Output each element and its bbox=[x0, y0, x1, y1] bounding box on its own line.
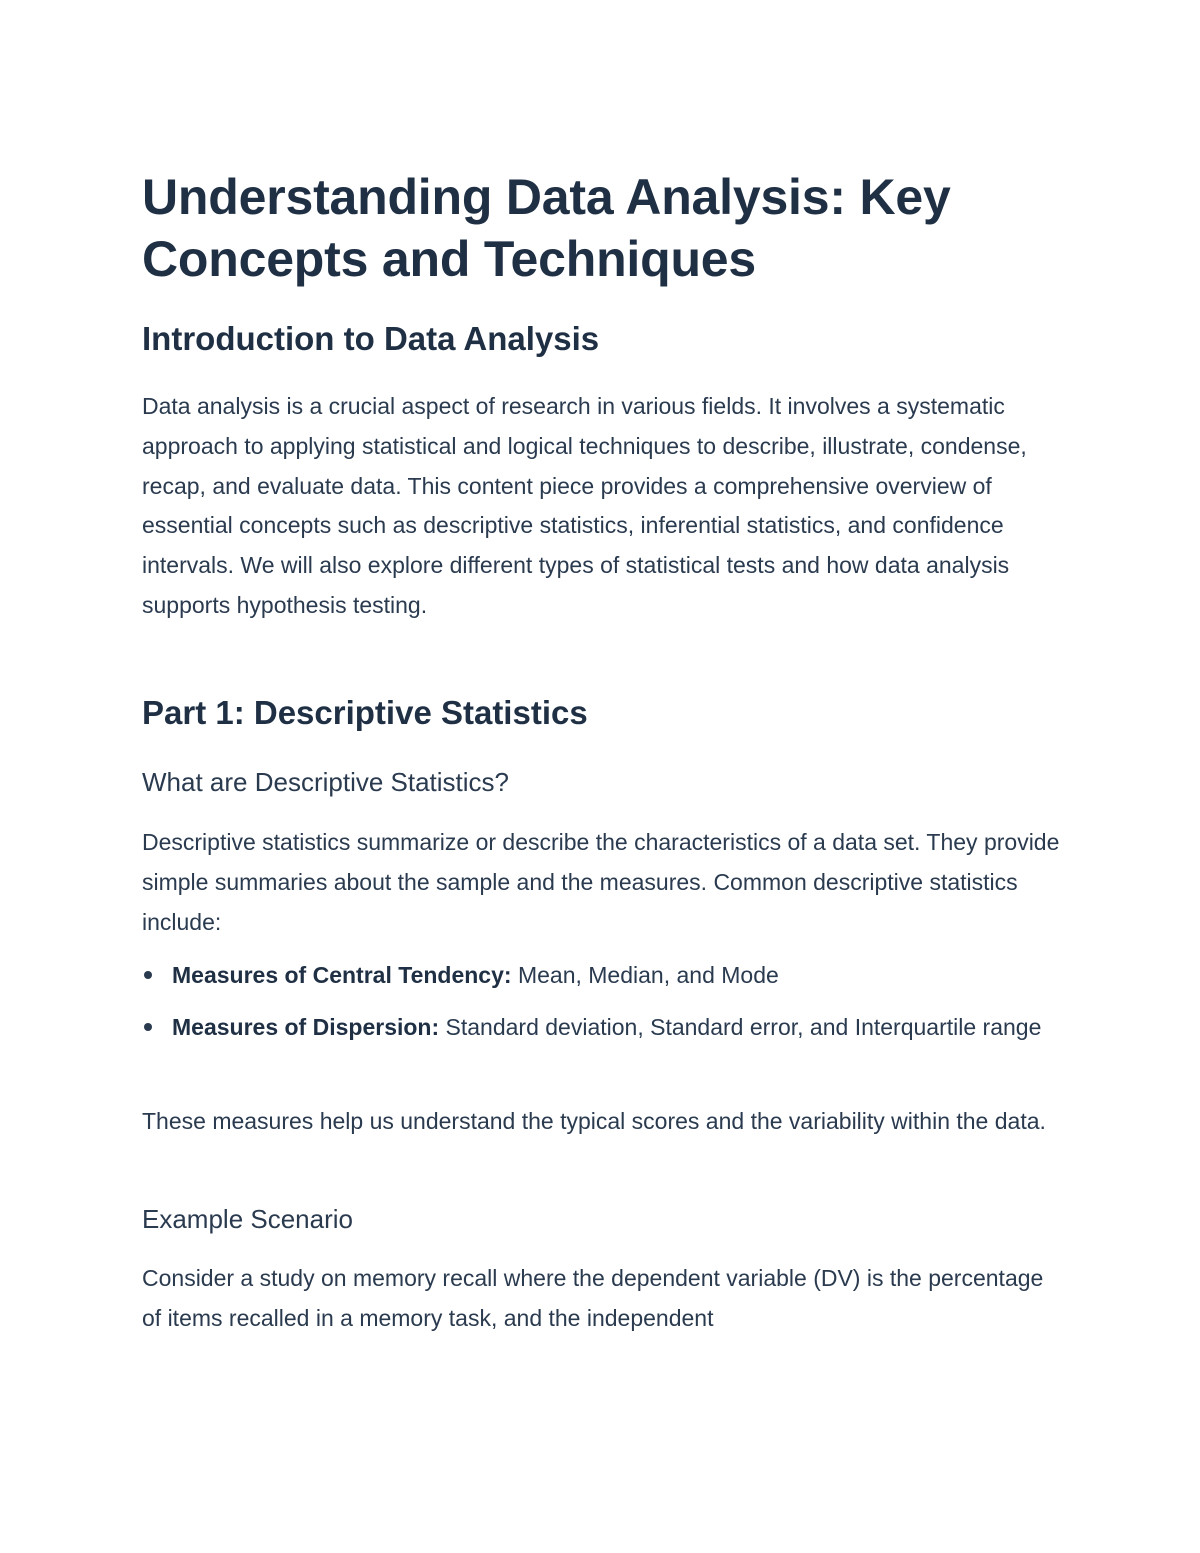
page-title: Understanding Data Analysis: Key Concepts and Techniques bbox=[142, 169, 951, 287]
list-item-term: Measures of Central Tendency: bbox=[172, 962, 512, 988]
descriptive-paragraph: Descriptive statistics summarize or describe the characteristics of a data set. They provide simple summaries about the sample and the measures. Common descriptive statistics include: bbox=[142, 829, 1060, 935]
part1-heading: Part 1: Descriptive Statistics bbox=[142, 694, 588, 731]
intro-paragraph: Data analysis is a crucial aspect of research in various fields. It involves a systematic approach to applying statistical and logical techniques to describe, illustrate, condense, recap, and evaluate data. This content piece provides a comprehensive overview of essential concepts such as descriptive statistics, inferential statistics, and confidence intervals. We will also explore different types of statistical tests and how data analysis supports hypothesis testing. bbox=[142, 393, 1027, 618]
list-item-term: Measures of Dispersion: bbox=[172, 1014, 440, 1040]
list-item bbox=[142, 955, 1062, 996]
example-scenario-heading: Example Scenario bbox=[142, 1204, 353, 1234]
list-item-text: Mean, Median, and Mode bbox=[517, 962, 779, 988]
intro-heading: Introduction to Data Analysis bbox=[142, 320, 600, 357]
what-are-descriptive-heading: What are Descriptive Statistics? bbox=[142, 767, 510, 797]
bullet-icon bbox=[144, 1023, 152, 1031]
list-item-text: Standard deviation, Standard error, and Interquartile range bbox=[445, 1014, 1042, 1040]
measures-summary-paragraph: These measures help us understand the typical scores and the variability within the data. bbox=[142, 1108, 1046, 1134]
example-paragraph: Consider a study on memory recall where the dependent variable (DV) is the percentage of items recalled in a memory task, and the independent bbox=[142, 1265, 1044, 1331]
descriptive-measures-list bbox=[142, 955, 1062, 1059]
list-item bbox=[142, 1007, 1062, 1048]
bullet-icon bbox=[144, 971, 152, 979]
